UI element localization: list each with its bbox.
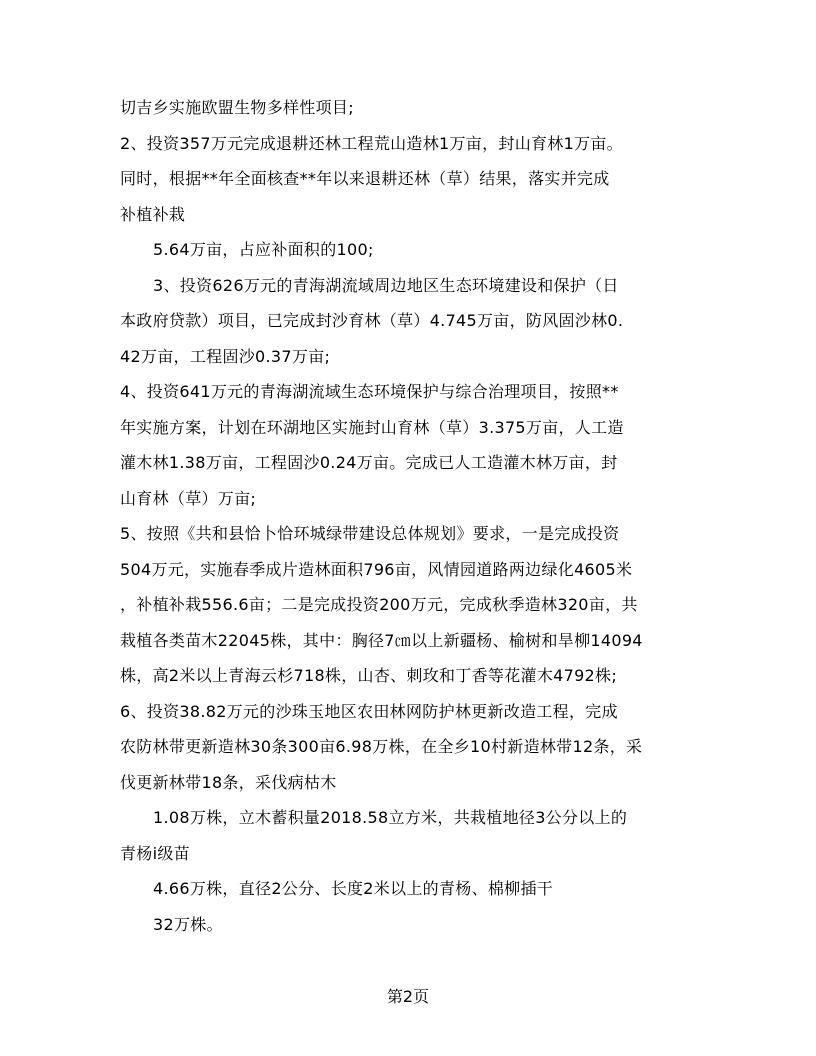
text-line: 4、投资641万元的青海湖流域生态环境保护与综合治理项目，按照** <box>120 382 619 401</box>
text-line: 补植补栽 <box>120 204 186 224</box>
text-line: 切吉乡实施欧盟生物多样性项目; <box>120 98 354 117</box>
text-line: 32万株。 <box>153 914 223 934</box>
text-line: 42万亩，工程固沙0.37万亩; <box>120 346 331 366</box>
text-line: 504万元，实施春季成片造林面积796亩，风情园道路两边绿化4605米 <box>120 559 633 579</box>
text-line: 株，高2米以上青海云杉718株，山杏、刺玫和丁香等花灌木4792株; <box>120 666 618 685</box>
text-line: ，补植补栽556.6亩；二是完成投资200万元，完成秋季造林320亩，共 <box>120 595 638 614</box>
text-line: 4.66万株，直径2公分、长度2米以上的青杨、棉柳插干 <box>153 879 554 898</box>
text-line: 同时，根据**年全面核查**年以来退耕还林（草）结果，落实并完成 <box>120 169 610 188</box>
text-line: 6、投资38.82万元的沙珠玉地区农田林网防护林更新改造工程，完成 <box>120 701 618 721</box>
text-line: 山育林（草）万亩; <box>120 488 257 508</box>
page-number: 第2页 <box>386 987 430 1006</box>
text-line: 青杨i级苗 <box>120 843 190 863</box>
text-line: 农防林带更新造林30条300亩6.98万株，在全乡10村新造林带12条，采 <box>120 737 643 756</box>
text-line: 伐更新林带18条，采伐病枯木 <box>120 772 337 792</box>
text-line: 5.64万亩，占应补面积的100; <box>153 240 374 259</box>
text-line: 1.08万株，立木蓄积量2018.58立方米，共栽植地径3公分以上的 <box>153 808 628 827</box>
text-line: 2、投资357万元完成退耕还林工程荒山造林1万亩，封山育林1万亩。 <box>120 133 623 153</box>
document-body <box>120 90 700 942</box>
text-line: 5、按照《共和县恰卜恰环城绿带建设总体规划》要求，一是完成投资 <box>120 524 620 543</box>
text-line: 年实施方案，计划在环湖地区实施封山育林（草）3.375万亩，人工造 <box>120 417 624 437</box>
text-line: 栽植各类苗木22045株，其中：胸径7㎝以上新疆杨、榆树和旱柳14094 <box>120 630 643 650</box>
text-line: 3、投资626万元的青海湖流域周边地区生态环境建设和保护（日 <box>153 275 619 295</box>
text-line: 本政府贷款）项目，已完成封沙育林（草）4.745万亩，防风固沙林0. <box>120 311 624 330</box>
text-line: 灌木林1.38万亩，工程固沙0.24万亩。完成已人工造灌木林万亩，封 <box>120 453 618 472</box>
